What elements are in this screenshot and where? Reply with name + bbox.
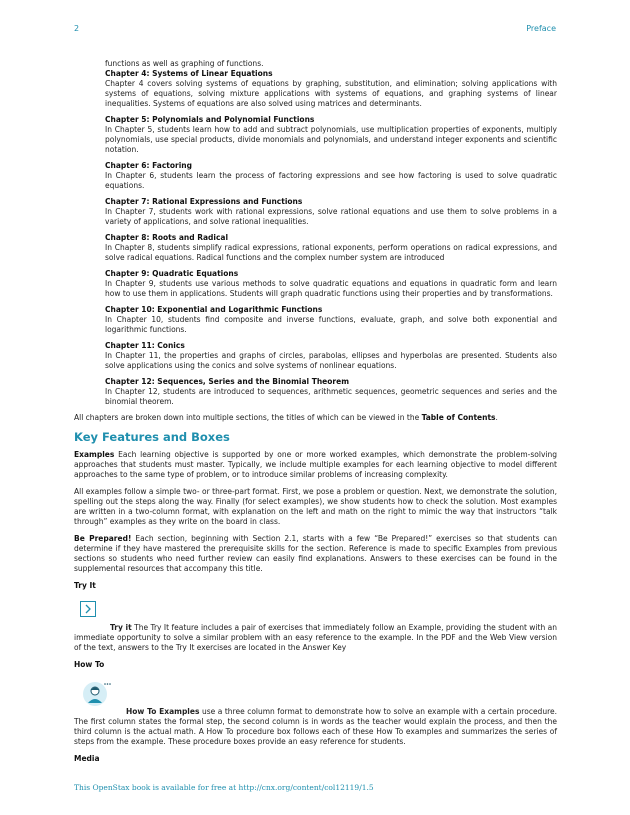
how-to-paragraph <box>74 707 557 747</box>
chapter-entry <box>105 69 557 109</box>
chapter-list <box>74 59 557 407</box>
chapter-entry <box>105 269 557 299</box>
teacher-avatar-icon <box>82 680 108 706</box>
chapter-entry <box>105 197 557 227</box>
how-to-label: How To Examples <box>126 707 200 716</box>
page-number: 2 <box>74 24 80 33</box>
examples-paragraph <box>74 450 557 480</box>
chapter-entry <box>105 161 557 191</box>
chapter-description: Chapter 4 covers solving systems of equations by graphing, substitution, and elimination; solving applications with systems of equations, solving mixture applications with systems of equations, and graphing systems of linear inequalities. Systems of equations are also solved using matrices and determinants. <box>105 79 557 108</box>
chapter-title: Chapter 7: Rational Expressions and Functions <box>105 197 303 206</box>
intro-fragment: functions as well as graphing of functions. <box>105 59 264 68</box>
page-content <box>74 59 557 774</box>
try-it-label: Try it <box>110 623 132 632</box>
toc-note-text: All chapters are broken down into multiple sections, the titles of which can be viewed in the <box>74 413 422 422</box>
how-to-heading: How To <box>74 660 105 669</box>
toc-note <box>74 413 557 423</box>
chapter-entry <box>105 377 557 407</box>
be-prepared-paragraph <box>74 534 557 574</box>
how-to-text: use a three column format to demonstrate how to solve an example with a certain procedure. The first column states the formal step, the second column is in words as the teacher would explain the process, and then the third column is the actual math. A How To procedure box follows each of these How To examples and summarizes the series of steps from the example. These procedure boxes provide an easy reference for students. <box>74 707 557 746</box>
chapter-description: In Chapter 5, students learn how to add and subtract polynomials, use multiplication properties of exponents, multiply polynomials, use special products, divide monomials and polynomials, and understand integer exponents and scientific notation. <box>105 125 557 154</box>
chapter-description: In Chapter 12, students are introduced to sequences, arithmetic sequences, geometric sequences and series and the binomial theorem. <box>105 387 557 406</box>
examples-label: Examples <box>74 450 115 459</box>
examples-format-paragraph: All examples follow a simple two- or three-part format. First, we pose a problem or question. Next, we demonstrate the solution, spelling out the steps along the way. Finally (for select examples), we show students how to check the solution. Most examples are written in a two-column format, with explanation on the left and math on the right to mimic the way that instructors “talk through” examples as they write on the board in class. <box>74 487 557 526</box>
running-head: Preface <box>526 24 556 33</box>
chapter-title: Chapter 5: Polynomials and Polynomial Functions <box>105 115 315 124</box>
chapter-title: Chapter 4: Systems of Linear Equations <box>105 69 273 78</box>
chapter-entry <box>105 233 557 263</box>
toc-note-end: . <box>495 413 498 422</box>
be-prepared-text: Each section, beginning with Section 2.1, starts with a few “Be Prepared!” exercises so that students can determine if they have mastered the prerequisite skills for the section. Reference is made to specific Examples from previous sections so students who need further review can easily find explanations. Answers to these exercises can be found in the supplemental resources that accompany this title. <box>74 534 558 573</box>
chapter-title: Chapter 9: Quadratic Equations <box>105 269 239 278</box>
toc-link[interactable]: Table of Contents <box>421 413 496 422</box>
chapter-entry <box>105 341 557 371</box>
chapter-description: In Chapter 10, students find composite and inverse functions, evaluate, graph, and solve both exponential and logarithmic functions. <box>105 315 557 334</box>
chapter-title: Chapter 8: Roots and Radical <box>105 233 229 242</box>
chapter-title: Chapter 11: Conics <box>105 341 185 350</box>
be-prepared-label: Be Prepared! <box>74 534 132 543</box>
chapter-description: In Chapter 9, students use various methods to solve quadratic equations and equations in quadratic form and learn how to use them in applications. Students will graph quadratic functions using their properties and by transformations. <box>105 279 557 298</box>
try-it-paragraph <box>74 623 557 653</box>
try-it-heading: Try It <box>74 581 96 590</box>
footer-note: This OpenStax book is available for free at http://cnx.org/content/col12119/1.5 <box>74 783 374 792</box>
media-heading: Media <box>74 754 100 763</box>
chapter-description: In Chapter 7, students work with rational expressions, solve rational equations and use them to solve problems in a variety of applications, and solve rational inequalities. <box>105 207 557 226</box>
chapter-entry <box>105 305 557 335</box>
chapter-title: Chapter 6: Factoring <box>105 161 192 170</box>
chapter-entry <box>105 115 557 155</box>
section-title: Key Features and Boxes <box>74 430 230 444</box>
try-it-icon <box>80 601 96 617</box>
examples-text: Each learning objective is supported by one or more worked examples, which demonstrate the problem-solving approaches that students must master. Typically, we include multiple examples for each learning objective to model different approaches to the same type of problem, or to introduce similar problems of increasing complexity. <box>74 450 557 479</box>
chapter-title: Chapter 10: Exponential and Logarithmic Functions <box>105 305 323 314</box>
chapter-description: In Chapter 11, the properties and graphs of circles, parabolas, ellipses and hyperbolas are presented. Students also solve applications using the conics and solve systems of nonlinear equations. <box>105 351 557 370</box>
chapter-description: In Chapter 8, students simplify radical expressions, rational exponents, perform operations on radical expressions, and solve radical equations. Radical functions and the complex number system are introduced <box>105 243 557 262</box>
chapter-description: In Chapter 6, students learn the process of factoring expressions and see how factoring is used to solve quadratic equations. <box>105 171 557 190</box>
try-it-text: The Try It feature includes a pair of exercises that immediately follow an Example, providing the student with an immediate opportunity to solve a similar problem with an easy reference to the example. In the PDF and the Web View version of the text, answers to the Try It exercises are located in the Answer Key <box>74 623 557 652</box>
chapter-title: Chapter 12: Sequences, Series and the Binomial Theorem <box>105 377 350 386</box>
